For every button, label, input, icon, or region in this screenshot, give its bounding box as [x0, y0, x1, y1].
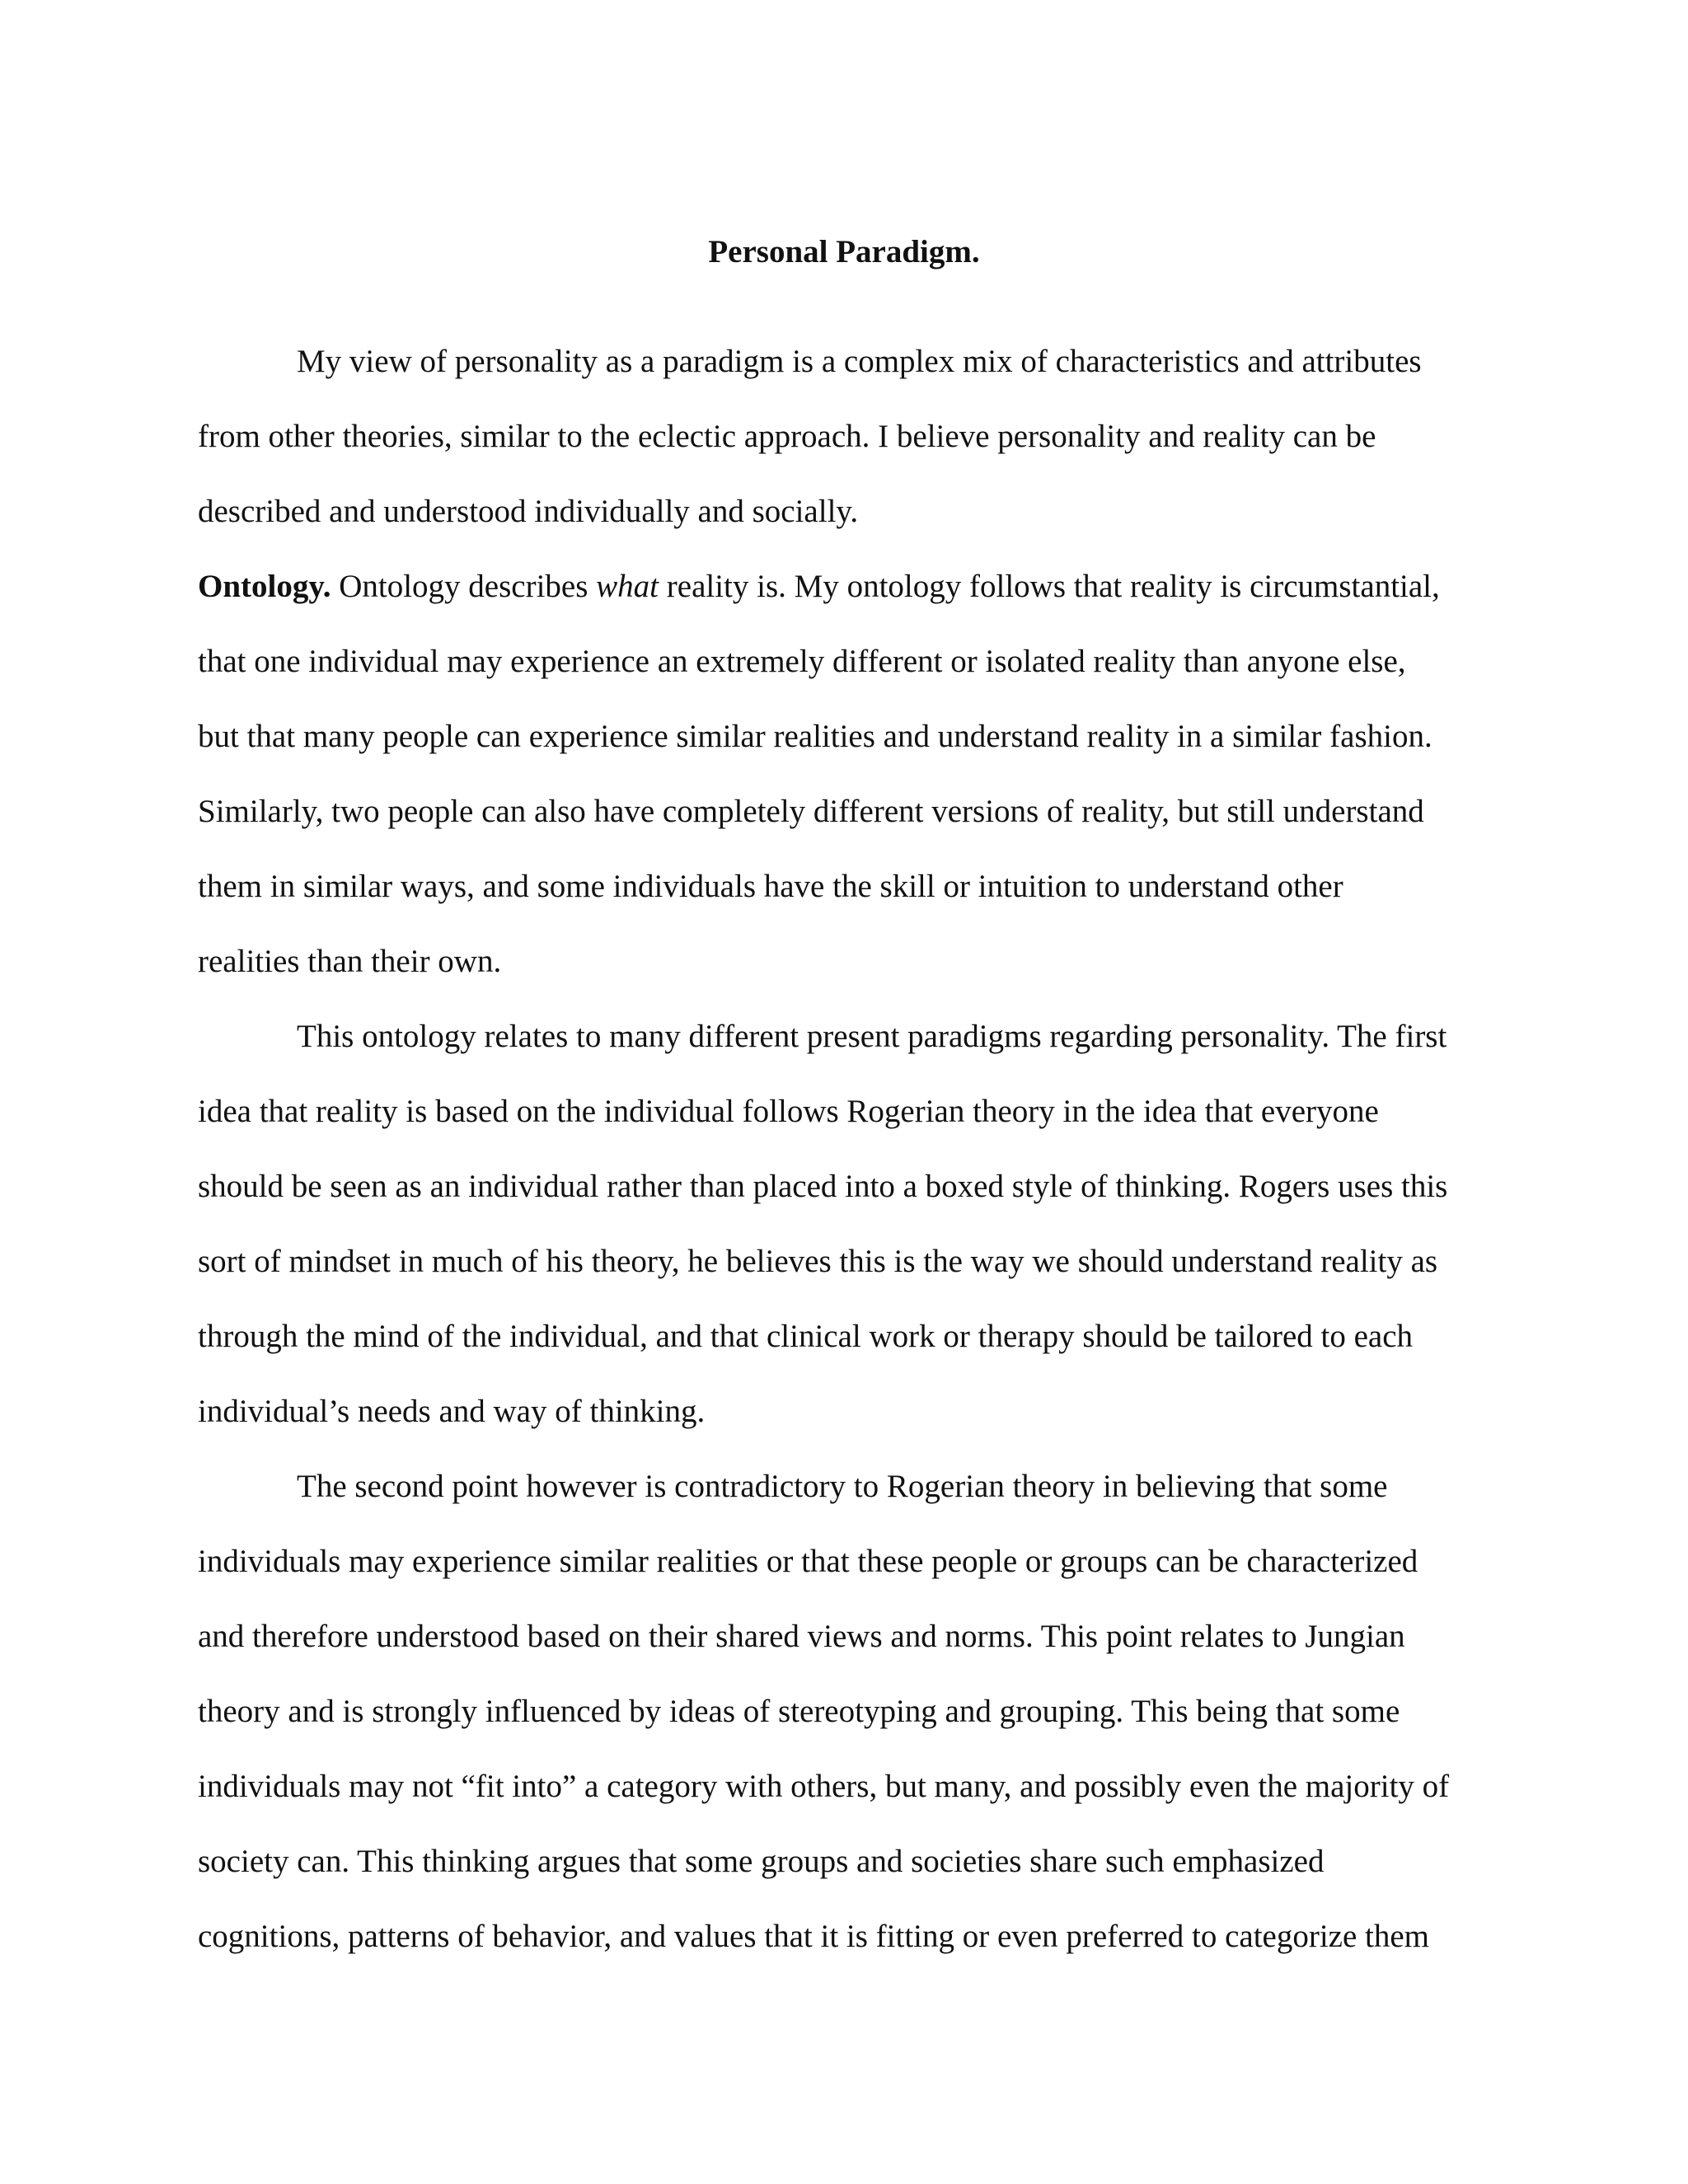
ontology-line-1 — [198, 565, 1440, 608]
paragraph-3-line-4: sort of mindset in much of his theory, he believes this is the way we should understand reality as — [198, 1244, 1438, 1279]
paragraph-4-line-6: society can. This thinking argues that some groups and societies share such emphasized — [198, 1844, 1325, 1879]
paragraph-4-line-2: individuals may experience similar realities or that these people or groups can be characterized — [198, 1544, 1418, 1579]
paragraph-4-line-7: cognitions, patterns of behavior, and values that it is fitting or even preferred to categorize them — [198, 1919, 1430, 1954]
document-title: Personal Paradigm. — [708, 234, 980, 269]
paragraph-4-line-1: The second point however is contradictory to Rogerian theory in believing that some — [297, 1469, 1388, 1504]
paragraph-1-line-2: from other theories, similar to the eclectic approach. I believe personality and reality can be — [198, 419, 1376, 454]
ontology-line-5: them in similar ways, and some individuals have the skill or intuition to understand other — [198, 869, 1343, 904]
ontology-line-3: but that many people can experience similar realities and understand reality in a similar fashion. — [198, 719, 1432, 754]
ontology-line-4: Similarly, two people can also have completely different versions of reality, but still understand — [198, 794, 1424, 829]
paragraph-3-line-1: This ontology relates to many different present paradigms regarding personality. The first — [297, 1019, 1447, 1054]
paragraph-1-line-3: described and understood individually and socially. — [198, 494, 859, 529]
ontology-text-after: reality is. My ontology follows that reality is circumstantial, — [659, 569, 1440, 604]
paragraph-3-line-2: idea that reality is based on the individual follows Rogerian theory in the idea that everyone — [198, 1094, 1379, 1129]
ontology-line-6: realities than their own. — [198, 944, 502, 979]
paragraph-4-line-4: theory and is strongly influenced by ideas of stereotyping and grouping. This being that some — [198, 1694, 1400, 1729]
ontology-text-before: Ontology describes — [331, 569, 597, 604]
paragraph-3-line-3: should be seen as an individual rather than placed into a boxed style of thinking. Rogers uses this — [198, 1169, 1448, 1204]
paragraph-4-line-3: and therefore understood based on their shared views and norms. This point relates to Jungian — [198, 1619, 1405, 1654]
paragraph-3-line-5: through the mind of the individual, and that clinical work or therapy should be tailored to each — [198, 1319, 1414, 1354]
ontology-heading: Ontology. — [198, 569, 331, 604]
paragraph-4-line-5: individuals may not “fit into” a category with others, but many, and possibly even the majority of — [198, 1769, 1450, 1804]
paragraph-3-line-6: individual’s needs and way of thinking. — [198, 1394, 706, 1429]
paragraph-1-line-1: My view of personality as a paradigm is a complex mix of characteristics and attributes — [297, 344, 1422, 379]
ontology-italic-word: what — [596, 569, 659, 604]
ontology-line-2: that one individual may experience an extremely different or isolated reality than anyone else, — [198, 644, 1406, 679]
